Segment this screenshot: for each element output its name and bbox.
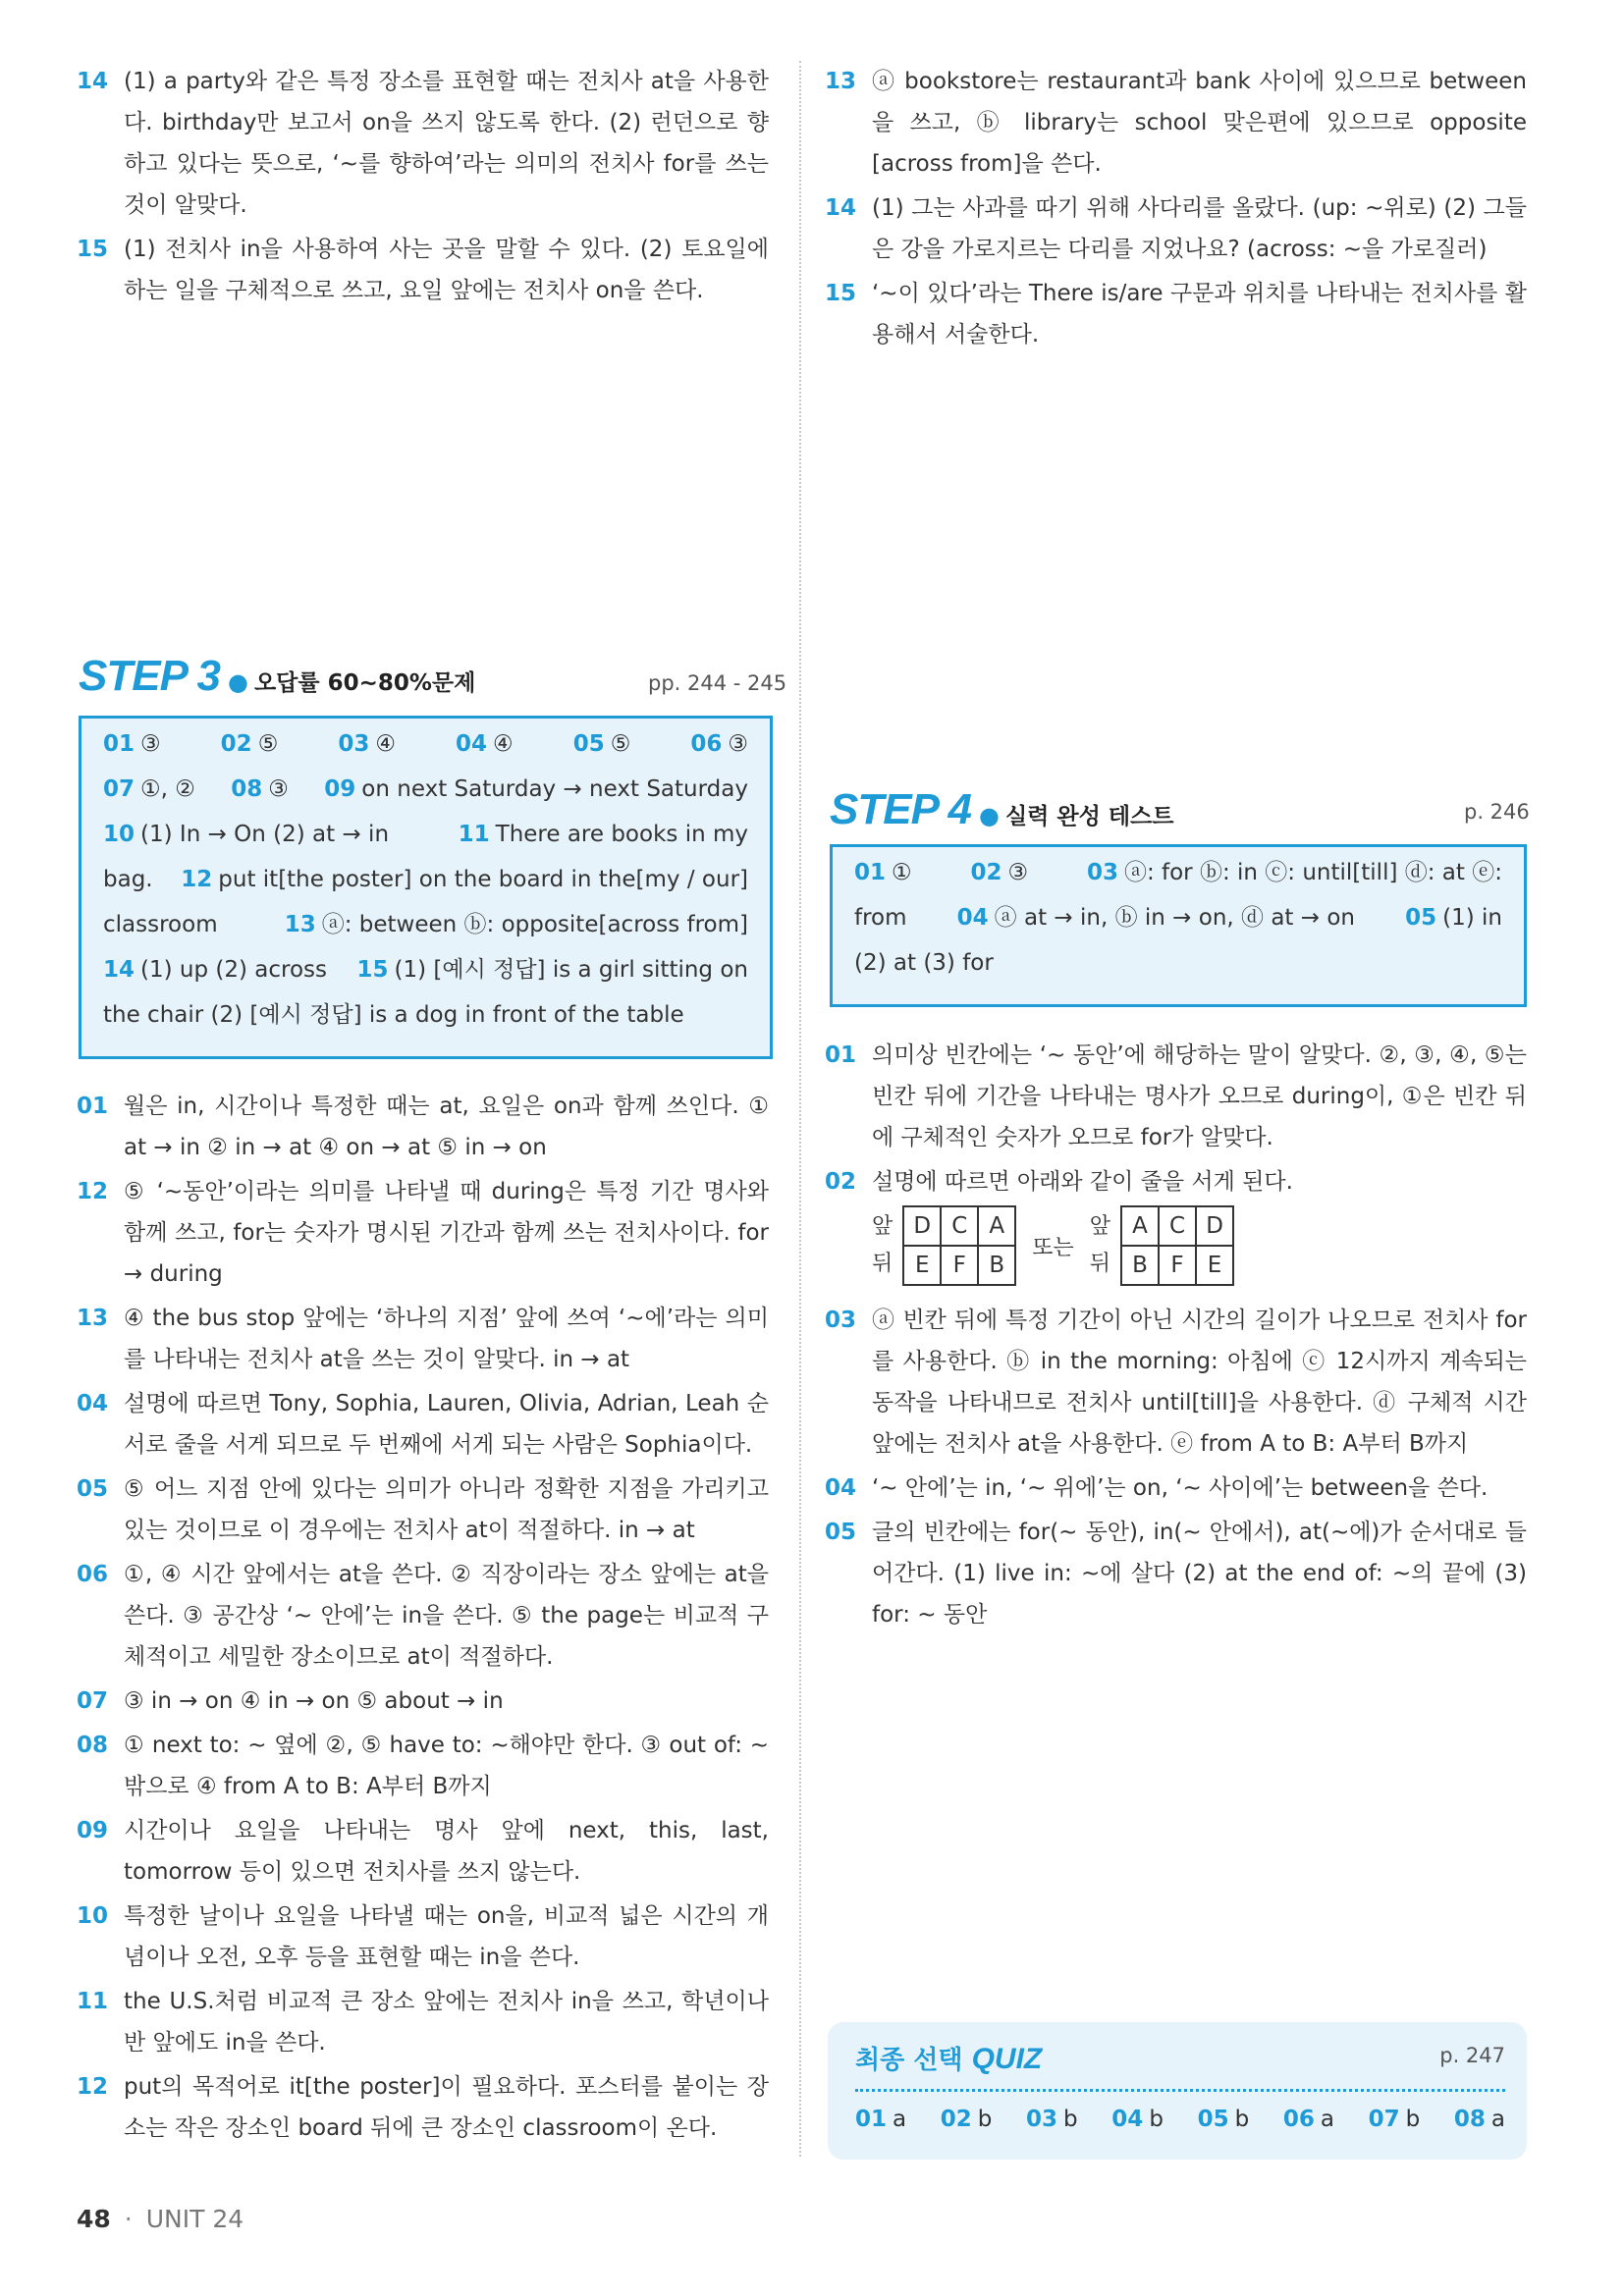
item-number: 09 — [77, 1818, 109, 1843]
explanation-item — [77, 1554, 769, 1678]
item-number: 08 — [77, 1733, 109, 1758]
explanation-item — [77, 1468, 769, 1551]
quiz-answer-number: 02 — [940, 2107, 972, 2132]
front-label: 앞 — [872, 1214, 893, 1239]
grid-cell: B — [978, 1246, 1015, 1285]
item-number: 15 — [77, 237, 109, 262]
back-label: 뒤 — [872, 1252, 893, 1276]
grid-cell: D — [1196, 1206, 1233, 1246]
answer-line — [103, 721, 748, 767]
left-top-explanations — [77, 61, 769, 314]
answer-value: the chair (2) [예시 정답] is a dog in front of the table — [103, 1002, 684, 1028]
answer-number: 15 — [356, 957, 389, 983]
item-number: 05 — [825, 1520, 857, 1545]
answer-entry — [221, 721, 279, 767]
item-text: 설명에 따르면 아래와 같이 줄을 서게 된다. — [872, 1169, 1293, 1195]
column-divider — [799, 61, 801, 2157]
item-text: (1) a party와 같은 특정 장소를 표현할 때는 전치사 at을 사용한다. birthday만 보고서 on을 쓰지 않도록 한다. (2) 런던으로 향하고 있다는 뜻으로, ‘~를 향하여’라는 의미의 전치사 for를 쓰는 것이 알맞다. — [124, 69, 769, 218]
step4-exp-01 — [825, 1035, 1527, 1158]
explanation-item — [77, 61, 769, 226]
item-number: 10 — [77, 1903, 109, 1929]
item-text: 글의 빈칸에는 for(~ 동안), in(~ 안에서), at(~에)가 순서대로 들어간다. (1) live in: ~에 살다 (2) at the end of: ~의 끝에 (3) for: ~ 동안 — [872, 1520, 1527, 1628]
answer-number: 02 — [970, 860, 1002, 885]
answer-value: (1) [예시 정답] is a girl sitting on — [394, 957, 748, 983]
answer-entry — [103, 947, 327, 992]
item-text: ⓐ bookstore는 restaurant과 bank 사이에 있으므로 between을 쓰고, ⓑ library는 school 맞은편에 있으므로 opposite [across from]을 쓴다. — [872, 69, 1527, 177]
answer-number: 10 — [103, 822, 135, 847]
item-text: ‘~이 있다’라는 There is/are 구문과 위치를 나타내는 전치사를 활용해서 서술한다. — [872, 281, 1527, 347]
answer-number: 04 — [456, 731, 488, 757]
quiz-answer-value: a — [1320, 2107, 1334, 2132]
item-text: ③ in → on ④ in → on ⑤ about → in — [124, 1688, 504, 1714]
grid-cell: F — [1159, 1246, 1196, 1285]
answer-line — [103, 767, 748, 812]
answer-entry — [181, 857, 748, 902]
grid-cell: C — [1159, 1206, 1196, 1246]
answer-entry — [103, 902, 218, 947]
quiz-answer — [1454, 2107, 1505, 2132]
item-text: ‘~ 안에’는 in, ‘~ 위에’는 on, ‘~ 사이에’는 between을 쓴다. — [872, 1475, 1489, 1501]
item-number: 04 — [77, 1391, 109, 1416]
item-text: 설명에 따르면 Tony, Sophia, Lauren, Olivia, Adrian, Leah 순서로 줄을 서게 되므로 두 번째에 서게 되는 사람은 Sophia이다. — [124, 1391, 769, 1458]
explanation-item — [77, 1896, 769, 1978]
explanation-item — [77, 1086, 769, 1168]
answer-entry — [690, 721, 748, 767]
explanation-item — [825, 187, 1527, 270]
footer-separator: · — [124, 2205, 133, 2233]
right-top-explanations — [825, 61, 1527, 358]
answer-entry — [573, 721, 631, 767]
quiz-pages: p. 247 — [1439, 2044, 1505, 2067]
quiz-answer-number: 08 — [1453, 2107, 1486, 2132]
answer-number: 14 — [103, 957, 135, 983]
quiz-answer-number: 03 — [1026, 2107, 1058, 2132]
step3-bullet: ● — [227, 668, 248, 696]
answer-value: put it[the poster] on the board in the[my / our] — [218, 867, 748, 892]
grid-cell: C — [941, 1206, 978, 1246]
quiz-divider — [855, 2089, 1505, 2092]
answer-entry — [854, 850, 912, 895]
item-number: 01 — [825, 1042, 857, 1068]
answer-number: 11 — [458, 822, 490, 847]
answer-entry — [456, 721, 514, 767]
item-text: 시간이나 요일을 나타내는 명사 앞에 next, this, last, tomorrow 등이 있으면 전치사를 쓰지 않는다. — [124, 1818, 769, 1885]
order-labels-1 — [872, 1208, 893, 1283]
answer-number: 03 — [1086, 860, 1118, 885]
explanation-item — [77, 229, 769, 311]
step3-answer-box — [79, 718, 773, 1057]
item-text: 의미상 빈칸에는 ‘~ 동안’에 해당하는 말이 알맞다. ②, ③, ④, ⑤는 빈칸 뒤에 기간을 나타내는 명사가 오므로 during이, ①은 빈칸 뒤에 구체적인 숫자가 오므로 for가 알맞다. — [872, 1042, 1527, 1150]
grid-cell: E — [903, 1246, 941, 1285]
item-number: 12 — [77, 2074, 109, 2100]
page-footer — [77, 2205, 244, 2233]
quiz-answer-number: 04 — [1111, 2107, 1144, 2132]
answer-number: 03 — [338, 731, 370, 757]
answer-entry — [459, 812, 748, 857]
item-number: 12 — [77, 1179, 109, 1204]
answer-entry — [970, 850, 1028, 895]
quiz-answer — [1369, 2107, 1421, 2132]
answer-entry — [957, 895, 1355, 940]
answer-value: ⓐ at → in, ⓑ in → on, ⓓ at → on — [994, 905, 1355, 931]
step3-pages: pp. 244 - 245 — [648, 671, 787, 695]
quiz-answer-value: a — [1490, 2107, 1505, 2132]
quiz-answer-number: 01 — [855, 2107, 888, 2132]
answer-value: There are books in my — [495, 822, 748, 847]
answer-value: ③ — [268, 776, 289, 802]
item-text: ①, ④ 시간 앞에서는 at을 쓴다. ② 직장이라는 장소 앞에는 at을 쓴다. ③ 공간상 ‘~ 안에’는 in을 쓴다. ⑤ the page는 비교적 구체적이고 세밀한 장소이므로 at이 적절하다. — [124, 1562, 769, 1670]
answer-value: (1) In → On (2) at → in — [140, 822, 390, 847]
quiz-answer — [855, 2107, 906, 2132]
answer-line — [854, 940, 1502, 986]
answer-entry — [285, 902, 748, 947]
step3-header — [79, 652, 475, 701]
page-number: 48 — [77, 2205, 111, 2233]
item-number: 04 — [825, 1475, 857, 1501]
quiz-answers — [855, 2107, 1505, 2132]
answer-value: on next Saturday → next Saturday — [361, 776, 748, 802]
item-text: put의 목적어로 it[the poster]이 필요하다. 포스터를 붙이는 장소는 작은 장소인 board 뒤에 큰 장소인 classroom이 온다. — [124, 2074, 769, 2141]
answer-line — [854, 895, 1502, 940]
explanation-item — [825, 1300, 1527, 1465]
step3-subtitle: 오답률 60~80%문제 — [253, 670, 476, 696]
step3-label: STEP 3 — [79, 652, 220, 700]
quiz-answer-value: b — [1063, 2107, 1078, 2132]
quiz-answer-value: b — [1405, 2107, 1421, 2132]
answer-number: 08 — [231, 776, 263, 802]
answer-number: 12 — [181, 867, 213, 892]
answer-value: bag. — [103, 867, 153, 892]
answer-line — [854, 850, 1502, 895]
quiz-answer-value: b — [1234, 2107, 1250, 2132]
step4-subtitle: 실력 완성 테스트 — [1004, 804, 1174, 829]
explanation-item — [77, 1981, 769, 2063]
quiz-answer-value: b — [977, 2107, 993, 2132]
explanation-item — [77, 1681, 769, 1722]
item-number: 14 — [77, 69, 109, 94]
answer-line — [103, 947, 748, 992]
answer-value: ③ — [140, 731, 161, 757]
answer-entry — [103, 857, 153, 902]
answer-entry — [854, 940, 994, 986]
answer-entry — [231, 767, 289, 812]
answer-value: ④ — [493, 731, 514, 757]
answer-value: ③ — [728, 731, 748, 757]
answer-line — [103, 812, 748, 857]
quiz-answer — [1111, 2107, 1164, 2132]
quiz-answer — [941, 2107, 993, 2132]
answer-value: ⓐ: for ⓑ: in ⓒ: until[till] ⓓ: at ⓔ: — [1123, 860, 1502, 885]
item-number: 03 — [825, 1308, 857, 1333]
answer-number: 01 — [854, 860, 887, 885]
answer-entry — [356, 947, 748, 992]
answer-value: ① — [892, 860, 912, 885]
answer-number: 02 — [220, 731, 252, 757]
answer-entry — [103, 767, 195, 812]
item-text: ⑤ ‘~동안’이라는 의미를 나타낼 때 during은 특정 기간 명사와 함께 쓰고, for는 숫자가 명시된 기간과 함께 쓰는 전치사이다. for → during — [124, 1179, 769, 1287]
answer-value: ⑤ — [257, 731, 279, 757]
front-label: 앞 — [1089, 1214, 1111, 1239]
answer-number: 05 — [572, 731, 605, 757]
item-text: ④ the bus stop 앞에는 ‘하나의 지점’ 앞에 쓰여 ‘~에’라는 의미를 나타내는 전치사 at을 쓰는 것이 알맞다. in → at — [124, 1306, 769, 1372]
item-text: (1) 그는 사과를 따기 위해 사다리를 올랐다. (up: ~위로) (2) 그들은 강을 가로지르는 다리를 지었나요? (across: ~을 가로질러) — [872, 195, 1527, 262]
explanation-item — [77, 1298, 769, 1380]
grid-cell: A — [1121, 1206, 1159, 1246]
item-text: ① next to: ~ 옆에 ②, ⑤ have to: ~해야만 한다. ③ out of: ~ 밖으로 ④ from A to B: A부터 B까지 — [124, 1733, 769, 1799]
item-number: 11 — [77, 1989, 109, 2014]
item-text: ⓐ 빈칸 뒤에 특정 기간이 아닌 시간의 길이가 나오므로 전치사 for를 사용한다. ⓑ in the morning: 아침에 ⓒ 12시까지 계속되는 동작을 나타내므로 전치사 until[till]을 사용한다. ⓓ 구체적 시간 앞에는 전치사 at을 사용한다. ⓔ from A to B: A부터 B까지 — [872, 1308, 1527, 1457]
answer-value: (1) in — [1442, 905, 1502, 931]
step4-bullet: ● — [978, 802, 1000, 829]
item-number: 15 — [825, 281, 857, 306]
explanation-item — [77, 1171, 769, 1295]
line-order-diagram — [872, 1205, 1527, 1286]
final-quiz-box — [828, 2022, 1527, 2160]
item-text: (1) 전치사 in을 사용하여 사는 곳을 말할 수 있다. (2) 토요일에 하는 일을 구체적으로 쓰고, 요일 앞에는 전치사 on을 쓴다. — [124, 237, 769, 303]
answer-entry — [324, 767, 748, 812]
answer-entry — [338, 721, 396, 767]
item-number: 02 — [825, 1169, 857, 1195]
item-number: 05 — [77, 1476, 109, 1502]
explanation-item — [825, 1512, 1527, 1635]
quiz-title-en: QUIZ — [971, 2043, 1043, 2075]
step4-pages: p. 246 — [1464, 800, 1530, 824]
grid-cell: F — [941, 1246, 978, 1285]
grid-cell: A — [978, 1206, 1015, 1246]
item-text: 월은 in, 시간이나 특정한 때는 at, 요일은 on과 함께 쓰인다. ① at → in ② in → at ④ on → at ⑤ in → on — [124, 1094, 769, 1160]
step4-exp-rest — [825, 1300, 1527, 1635]
grid-cell: E — [1196, 1246, 1233, 1285]
explanation-item — [77, 1810, 769, 1893]
answer-entry — [1405, 895, 1502, 940]
unit-label: UNIT 24 — [145, 2205, 244, 2233]
step3-explanations — [77, 1086, 769, 2152]
answer-line — [103, 902, 748, 947]
explanation-item — [825, 273, 1527, 355]
item-number: 14 — [825, 195, 857, 221]
answer-number: 01 — [103, 731, 135, 757]
answer-entry — [1087, 850, 1502, 895]
quiz-title — [855, 2040, 1042, 2076]
answer-value: ④ — [375, 731, 396, 757]
quiz-answer — [1026, 2107, 1078, 2132]
answer-number: 06 — [690, 731, 723, 757]
quiz-answer — [1198, 2107, 1250, 2132]
answer-number: 09 — [324, 776, 356, 802]
explanation-item — [825, 61, 1527, 185]
answer-number: 04 — [956, 905, 989, 931]
or-label: 또는 — [1032, 1235, 1074, 1260]
answer-line — [103, 992, 748, 1038]
grid-cell: D — [903, 1206, 941, 1246]
answer-value: from — [854, 905, 907, 931]
quiz-answer — [1283, 2107, 1334, 2132]
quiz-answer-number: 07 — [1368, 2107, 1400, 2132]
item-text: the U.S.처럼 비교적 큰 장소 앞에는 전치사 in을 쓰고, 학년이나 반 앞에도 in을 쓴다. — [124, 1989, 769, 2056]
order-grid-2 — [1120, 1205, 1234, 1286]
explanation-item — [77, 2066, 769, 2149]
step4-explanations — [825, 1035, 1527, 1638]
explanation-item — [825, 1468, 1527, 1509]
order-labels-2 — [1090, 1208, 1110, 1283]
item-number: 06 — [77, 1562, 109, 1587]
quiz-answer-value: b — [1149, 2107, 1164, 2132]
answer-line — [103, 857, 748, 902]
answer-entry — [854, 895, 907, 940]
item-number: 13 — [825, 69, 857, 94]
quiz-answer-number: 06 — [1282, 2107, 1315, 2132]
step4-answer-box — [830, 846, 1527, 1005]
answer-number: 13 — [284, 912, 316, 937]
step4-label: STEP 4 — [830, 785, 971, 833]
answer-value: classroom — [103, 912, 218, 937]
answer-value: ①, ② — [140, 776, 195, 802]
explanation-item — [77, 1725, 769, 1807]
answer-value: (1) up (2) across — [140, 957, 328, 983]
answer-entry — [103, 992, 684, 1038]
grid-cell: B — [1121, 1246, 1159, 1285]
step4-header — [830, 785, 1173, 834]
item-text: ⑤ 어느 지점 안에 있다는 의미가 아니라 정확한 지점을 가리키고 있는 것이므로 이 경우에는 전치사 at이 적절하다. in → at — [124, 1476, 769, 1543]
explanation-item — [77, 1383, 769, 1466]
quiz-answer-number: 05 — [1197, 2107, 1229, 2132]
quiz-title-ko: 최종 선택 — [855, 2046, 963, 2075]
back-label: 뒤 — [1089, 1252, 1111, 1276]
answer-value: ③ — [1007, 860, 1029, 885]
item-number: 13 — [77, 1306, 109, 1331]
item-text: 특정한 날이나 요일을 나타낼 때는 on을, 비교적 넓은 시간의 개념이나 오전, 오후 등을 표현할 때는 in을 쓴다. — [124, 1903, 769, 1970]
item-number: 01 — [77, 1094, 109, 1119]
answer-value: ⓐ: between ⓑ: opposite[across from] — [321, 912, 748, 937]
quiz-answer-value: a — [893, 2107, 907, 2132]
order-grid-1 — [902, 1205, 1016, 1286]
answer-entry — [103, 721, 161, 767]
answer-number: 07 — [103, 776, 135, 802]
item-number: 07 — [77, 1688, 109, 1714]
answer-value: (2) at (3) for — [854, 950, 994, 976]
answer-number: 05 — [1405, 905, 1437, 931]
answer-entry — [103, 812, 389, 857]
answer-value: ⑤ — [610, 731, 631, 757]
step4-exp-02 — [825, 1161, 1527, 1202]
